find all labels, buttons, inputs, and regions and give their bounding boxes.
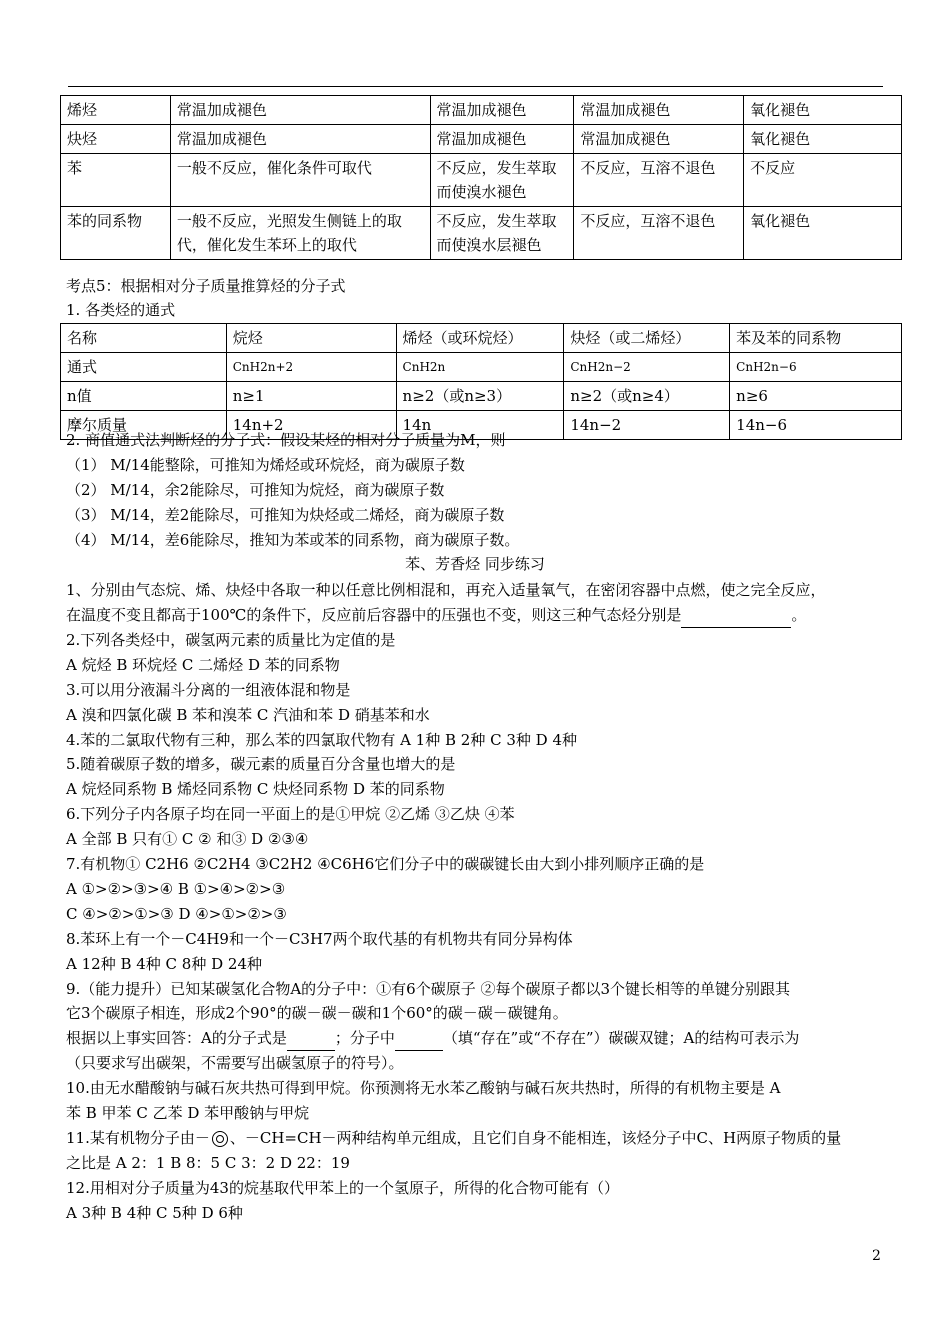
question-9-text: （填“存在”或“不存在”）碳碳双键；A的结构可表示为 <box>442 1029 800 1047</box>
rule-line: （1） M/14能整除，可推知为烯烃或环烷烃，商为碳原子数 <box>66 456 465 474</box>
table-cell: 苯的同系物 <box>61 207 171 260</box>
table-cell: 不反应，互溶不退色 <box>574 207 744 260</box>
table-cell: 烯烃（或环烷烃） <box>396 324 564 353</box>
question-8-options: A 12种 B 4种 C 8种 D 24种 <box>66 955 262 973</box>
answer-blank[interactable] <box>287 1026 335 1051</box>
section-heading: 2. 商值通式法判断烃的分子式：假设某烃的相对分子质量为M，则 <box>66 431 506 449</box>
rule-line: （4） M/14，差6能除尽，推知为苯或苯的同系物，商为碳原子数。 <box>66 531 520 549</box>
table-cell: 一般不反应，光照发生侧链上的取代，催化发生苯环上的取代 <box>170 207 430 260</box>
question-10-line2: 苯 B 甲苯 C 乙苯 D 苯甲酸钠与甲烷 <box>66 1104 310 1122</box>
question-1-end: 。 <box>791 606 807 624</box>
table-row <box>61 207 902 260</box>
table-cell: 不反应，发生萃取而使溴水层褪色 <box>430 207 574 260</box>
table-cell: 14n <box>396 411 564 440</box>
table-cell: 常温加成褪色 <box>430 96 574 125</box>
question-7-options-2: C ④>②>①>③ D ④>①>②>③ <box>66 905 287 923</box>
page-number: 2 <box>872 1248 881 1264</box>
table-cell: 一般不反应，催化条件可取代 <box>170 154 430 207</box>
table-cell: 摩尔质量 <box>61 411 227 440</box>
question-3-options: A 溴和四氯化碳 B 苯和溴苯 C 汽油和苯 D 硝基苯和水 <box>66 706 430 724</box>
reaction-table <box>60 95 902 260</box>
table-cell: n值 <box>61 382 227 411</box>
question-2: 2.下列各类烃中，碳氢两元素的质量比为定值的是 <box>66 631 396 649</box>
section-heading: 1. 各类烃的通式 <box>66 301 176 319</box>
table-cell: 氧化褪色 <box>744 207 902 260</box>
question-6-options: A 全部 B 只有① C ② 和③ D ②③④ <box>66 830 309 848</box>
table-cell: 14n−6 <box>730 411 902 440</box>
question-4: 4.苯的二氯取代物有三种，那么苯的四氯取代物有 A 1种 B 2种 C 3种 D 4种 <box>66 731 577 749</box>
question-11-text: 11.某有机物分子由－ <box>66 1129 210 1147</box>
table-row <box>61 353 902 382</box>
table-cell: 常温加成褪色 <box>574 96 744 125</box>
table-cell: 常温加成褪色 <box>574 125 744 154</box>
practice-title: 苯、芳香烃 同步练习 <box>405 555 545 573</box>
question-7: 7.有机物① C2H6 ②C2H4 ③C2H2 ④C6H6它们分子中的碳碳键长由大到小排列顺序正确的是 <box>66 855 705 873</box>
question-1-line2 <box>66 603 880 628</box>
table-cell: 不反应，发生萃取而使溴水褪色 <box>430 154 574 207</box>
table-cell: 苯 <box>61 154 171 207</box>
table-cell: 烯烃 <box>61 96 171 125</box>
question-12-options: A 3种 B 4种 C 5种 D 6种 <box>66 1204 243 1222</box>
answer-blank[interactable] <box>395 1026 443 1051</box>
table-cell: n≥1 <box>226 382 396 411</box>
question-9-line1: 9.（能力提升）已知某碳氢化合物A的分子中：①有6个碳原子 ②每个碳原子都以3个键长相等的单键分别跟其 <box>66 980 791 998</box>
table-cell: 名称 <box>61 324 227 353</box>
table-cell: 14n−2 <box>564 411 730 440</box>
question-11-line2: 之比是 A 2：1 B 8：5 C 3：2 D 22：19 <box>66 1154 350 1172</box>
table-cell: 14n+2 <box>226 411 396 440</box>
table-cell: 炔烃（或二烯烃） <box>564 324 730 353</box>
rule-line: （2） M/14，余2能除尽，可推知为烷烃，商为碳原子数 <box>66 481 445 499</box>
table-cell: 不反应，互溶不退色 <box>574 154 744 207</box>
table-cell: 氧化褪色 <box>744 96 902 125</box>
table-cell: CnH2n−2 <box>564 353 730 382</box>
header-rule <box>68 86 883 87</box>
table-row <box>61 154 902 207</box>
question-9-line4: （只要求写出碳架，不需要写出碳氢原子的符号）。 <box>66 1054 404 1072</box>
question-1-text: 在温度不变且都高于100℃的条件下，反应前后容器中的压强也不变，则这三种气态烃分别是 <box>66 606 682 624</box>
table-cell: n≥2（或n≥4） <box>564 382 730 411</box>
table-cell: 苯及苯的同系物 <box>730 324 902 353</box>
table-cell: 烷烃 <box>226 324 396 353</box>
question-2-options: A 烷烃 B 环烷烃 C 二烯烃 D 苯的同系物 <box>66 656 340 674</box>
question-9-text: ；分子中 <box>334 1029 395 1047</box>
answer-blank[interactable] <box>681 603 791 628</box>
table-row <box>61 324 902 353</box>
question-3: 3.可以用分液漏斗分离的一组液体混和物是 <box>66 681 351 699</box>
table-cell: CnH2n−6 <box>730 353 902 382</box>
table-row <box>61 96 902 125</box>
question-9-line2: 它3个碳原子相连，形成2个90°的碳－碳－碳和1个60°的碳－碳－碳键角。 <box>66 1004 568 1022</box>
table-cell: n≥2（或n≥3） <box>396 382 564 411</box>
question-12: 12.用相对分子质量为43的烷基取代甲苯上的一个氢原子，所得的化合物可能有（） <box>66 1179 619 1197</box>
question-6: 6.下列分子内各原子均在同一平面上的是①甲烷 ②乙烯 ③乙炔 ④苯 <box>66 805 515 823</box>
table-cell: 常温加成褪色 <box>170 96 430 125</box>
question-1-line1: 1、分别由气态烷、烯、炔烃中各取一种以任意比例相混和，再充入适量氧气，在密闭容器中点燃，使之完全反应， <box>66 581 826 599</box>
table-cell: 常温加成褪色 <box>170 125 430 154</box>
question-5: 5.随着碳原子数的增多，碳元素的质量百分含量也增大的是 <box>66 755 456 773</box>
benzene-ring-icon <box>212 1131 228 1147</box>
question-11-text: 、－CH=CH－两种结构单元组成，且它们自身不能相连，该烃分子中C、H两原子物质的量 <box>229 1129 842 1147</box>
formula-table <box>60 323 902 440</box>
table-cell: 炔烃 <box>61 125 171 154</box>
question-11-line1 <box>66 1126 880 1150</box>
table-cell: 通式 <box>61 353 227 382</box>
table-cell: CnH2n <box>396 353 564 382</box>
question-8: 8.苯环上有一个－C4H9和一个－C3H7两个取代基的有机物共有同分异构体 <box>66 930 573 948</box>
rule-line: （3） M/14，差2能除尽，可推知为炔烃或二烯烃，商为碳原子数 <box>66 506 505 524</box>
table-row <box>61 125 902 154</box>
section-heading: 考点5：根据相对分子质量推算烃的分子式 <box>66 277 346 295</box>
table-cell: 常温加成褪色 <box>430 125 574 154</box>
table-cell: 氧化褪色 <box>744 125 902 154</box>
table-cell: CnH2n+2 <box>226 353 396 382</box>
table-cell: 不反应 <box>744 154 902 207</box>
question-10-line1: 10.由无水醋酸钠与碱石灰共热可得到甲烷。你预测将无水苯乙酸钠与碱石灰共热时，所得的有机物主要是 A <box>66 1079 781 1097</box>
question-7-options-1: A ①>②>③>④ B ①>④>②>③ <box>66 880 286 898</box>
question-9-text: 根据以上事实回答：A的分子式是 <box>66 1029 287 1047</box>
question-5-options: A 烷烃同系物 B 烯烃同系物 C 炔烃同系物 D 苯的同系物 <box>66 780 445 798</box>
table-cell: n≥6 <box>730 382 902 411</box>
question-9-line3 <box>66 1026 880 1051</box>
table-row <box>61 382 902 411</box>
